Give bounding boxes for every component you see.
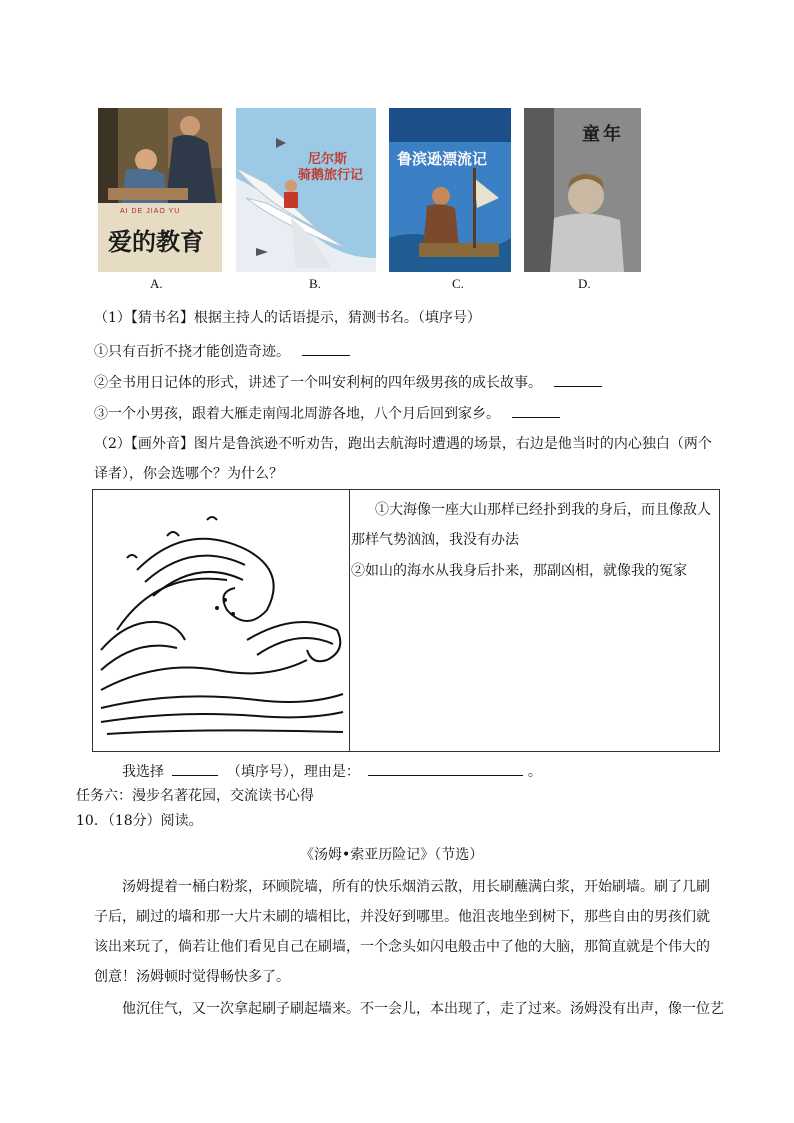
q1-item-3 — [94, 403, 560, 424]
q2-answer-prefix: 我选择 — [122, 764, 164, 780]
book-cover-c — [389, 108, 511, 272]
book-label-c: C. — [452, 276, 464, 291]
q10-heading: 10．（18分）阅读。 — [76, 813, 203, 829]
book-label-d: D. — [578, 276, 591, 291]
translation-1-line-1: ①大海像一座大山那样已经扑到我的身后，而且像敌人 — [375, 502, 711, 518]
cover-b-illustration — [236, 108, 376, 272]
q2-table-divider — [349, 490, 350, 751]
cover-c-title: 鲁滨逊漂流记 — [397, 150, 488, 168]
q1-answer-blank-3[interactable] — [512, 403, 560, 418]
q2-line-2: 译者），你会选哪个？为什么？ — [94, 466, 283, 482]
q2-answer-end: 。 — [527, 764, 542, 780]
q2-line-1: （2）【画外音】图片是鲁滨逊不听劝告，跑出去航海时遭遇的场景，右边是他当时的内心独白（两个 — [94, 436, 712, 452]
cover-a-pinyin: AI DE JIAO YU — [120, 208, 181, 215]
q1-item-1-text: ①只有百折不挠才能创造奇迹。 — [94, 344, 290, 360]
translation-1-line-2: 那样气势汹汹，我没有办法 — [351, 532, 519, 548]
q1-answer-blank-1[interactable] — [302, 341, 350, 356]
q2-reason-blank[interactable] — [368, 761, 523, 776]
cover-d-title: 童年 — [582, 124, 624, 145]
q2-answer-mid: （填序号），理由是： — [226, 764, 360, 780]
passage-paragraph-2: 他沉住气，又一次拿起刷子刷起墙来。不一会儿，本出现了，走了过来。汤姆没有出声，像一位艺 — [122, 1001, 724, 1017]
cover-c-illustration — [389, 108, 511, 272]
book-cover-d — [524, 108, 641, 272]
book-label-a: A. — [150, 276, 163, 291]
book-cover-b — [236, 108, 376, 272]
q1-item-1 — [94, 341, 350, 362]
q1-item-3-text: ③一个小男孩，跟着大雁走南闯北周游各地，八个月后回到家乡。 — [94, 406, 500, 422]
q2-answer-line — [122, 761, 542, 782]
cover-b-title-2: 骑鹅旅行记 — [298, 168, 364, 183]
translation-2: ②如山的海水从我身后扑来，那副凶相，就像我的冤家 — [351, 563, 687, 579]
cover-b-title-1: 尼尔斯 — [308, 152, 348, 167]
passage-title: 《汤姆•索亚历险记》（节选） — [300, 847, 484, 863]
passage-paragraph-1: 汤姆提着一桶白粉浆，环顾院墙，所有的快乐烟消云散，用长刷蘸满白浆，开始刷墙。刷了几刷子后，刷过的墙和那一大片未刷的墙相比，并没好到哪里。他沮丧地坐到树下，那些自由的男孩们就该出来玩了，倘若让他们看见自己在刷墙，一个念头如闪电般击中了他的大脑，那简直就是个伟大的创意！汤姆顿时觉得畅快多了。 — [94, 879, 710, 985]
task6-heading: 任务六：漫步名著花园，交流读书心得 — [76, 788, 314, 804]
wave-illustration — [97, 510, 347, 740]
q1-heading: （1）【猜书名】根据主持人的话语提示，猜测书名。（填序号） — [94, 310, 481, 326]
q1-item-2-text: ②全书用日记体的形式，讲述了一个叫安利柯的四年级男孩的成长故事。 — [94, 375, 542, 391]
q2-table — [92, 489, 720, 752]
q1-item-2 — [94, 372, 602, 393]
book-cover-a — [98, 108, 222, 272]
book-label-b: B. — [309, 276, 321, 291]
cover-a-title: 爱的教育 — [108, 227, 204, 256]
q1-answer-blank-2[interactable] — [554, 372, 602, 387]
q2-choice-blank[interactable] — [172, 761, 218, 776]
